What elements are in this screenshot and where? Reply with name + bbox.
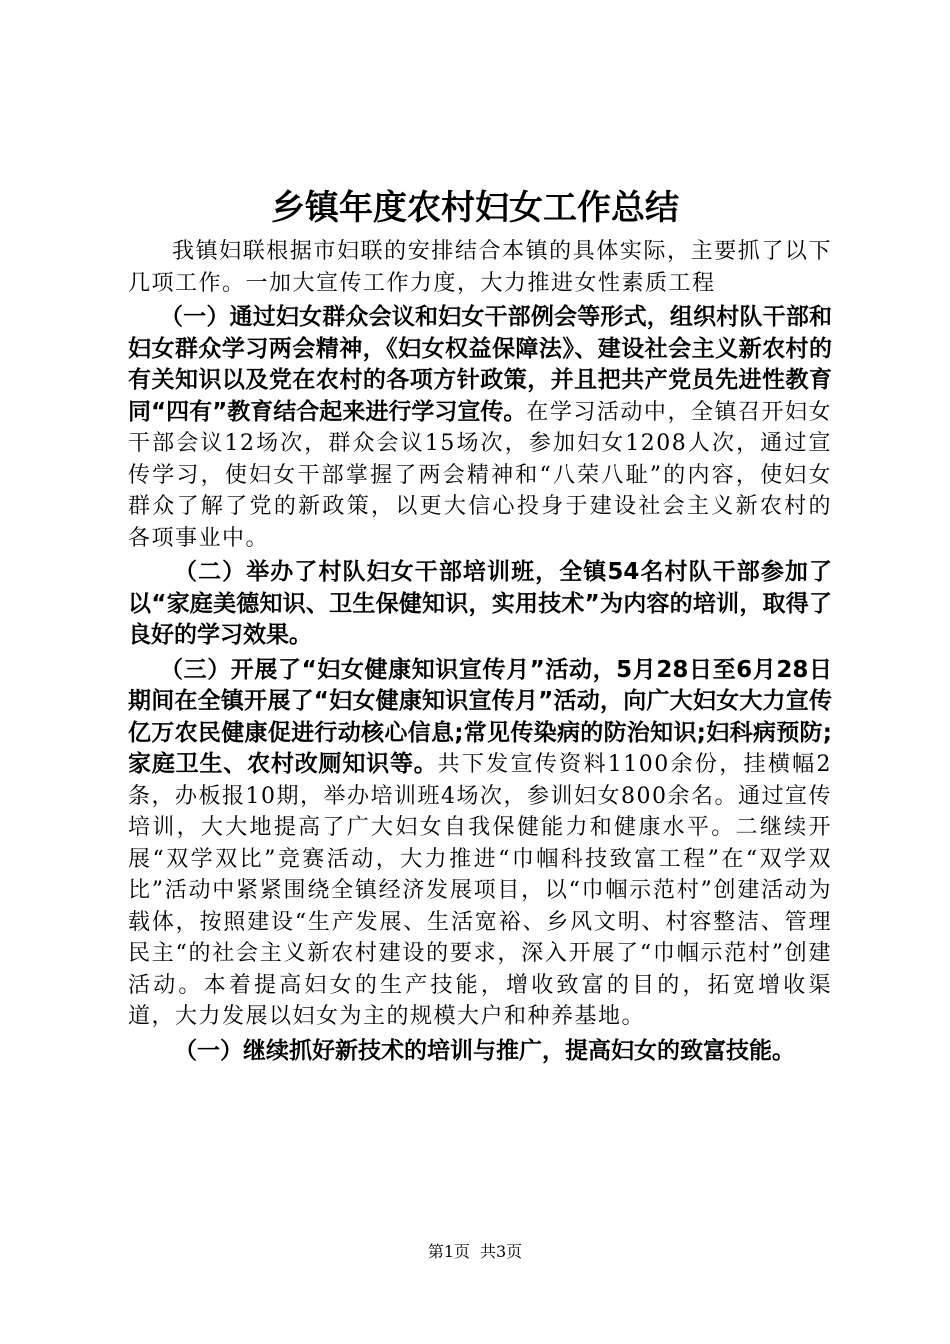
section-1-heading-text: （一）通过妇女群众会议和妇女干部例会等形式，组织村队干部和妇女群众学习两会精神，《妇女权益保障法》、建设社会主义新农村的有关知识以及党在农村的各项方针政策，并且把共产党员先进性教育同“四有”教育结合起来进行学习宣传。	[128, 304, 832, 425]
section-3-body-text: 共下发宣传资料1100余份，挂横幅2条，办板报10期，举办培训班4场次，参训妇女800余名。通过宣传培训，大大地提高了广大妇女自我保健能力和健康水平。二继续开展“双学双比”竞赛活动，大力推进“巾帼科技致富工程”在“双学双比”活动中紧紧围绕全镇经济发展项目，以“巾帼示范村”创建活动为载体，按照建设“生产发展、生活宽裕、乡风文明、村容整洁、管理民主“的社会主义新农村建设的要求，深入开展了“巾帼示范村”创建活动。本着提高妇女的生产技能，增收致富的目的，拓宽增收渠道，大力发展以妇女为主的规模大户和种养基地。	[128, 752, 832, 1029]
page-number-total: 共3页	[480, 1242, 523, 1261]
section-3-heading-text: （三）开展了“妇女健康知识宣传月”活动，5月28日至6月28日期间在全镇开展了“妇女健康知识宣传月”活动，向广大妇女大力宣传亿万农民健康促进行动核心信息;常见传染病的防治知识;妇科病预防;家庭卫生、农村改厕知识等。	[128, 656, 832, 777]
section-1-paragraph	[128, 302, 832, 554]
page-footer	[0, 1242, 950, 1262]
section-2-paragraph: （二）举办了村队妇女干部培训班，全镇54名村队干部参加了以“家庭美德知识、卫生保健知识，实用技术”为内容的培训，取得了良好的学习效果。	[128, 559, 832, 648]
intro-paragraph: 我镇妇联根据市妇联的安排结合本镇的具体实际，主要抓了以下几项工作。一加大宣传工作力度，大力推进女性素质工程	[128, 239, 832, 296]
section-3-paragraph	[128, 655, 832, 1033]
document-title: 乡镇年度农村妇女工作总结	[271, 188, 679, 228]
document-body	[128, 236, 832, 1070]
section-1-body-text: 在学习活动中，全镇召开妇女干部会议12场次，群众会议15场次，参加妇女1208人次，通过宣传学习，使妇女干部掌握了两会精神和“八荣八耻”的内容，使妇女群众了解了党的新政策，以更大信心投身于建设社会主义新农村的各项事业中。	[128, 399, 832, 551]
page-number-current: 第1页	[427, 1242, 470, 1261]
section-4-paragraph: （一）继续抓好新技术的培训与推广，提高妇女的致富技能。	[174, 1037, 795, 1064]
